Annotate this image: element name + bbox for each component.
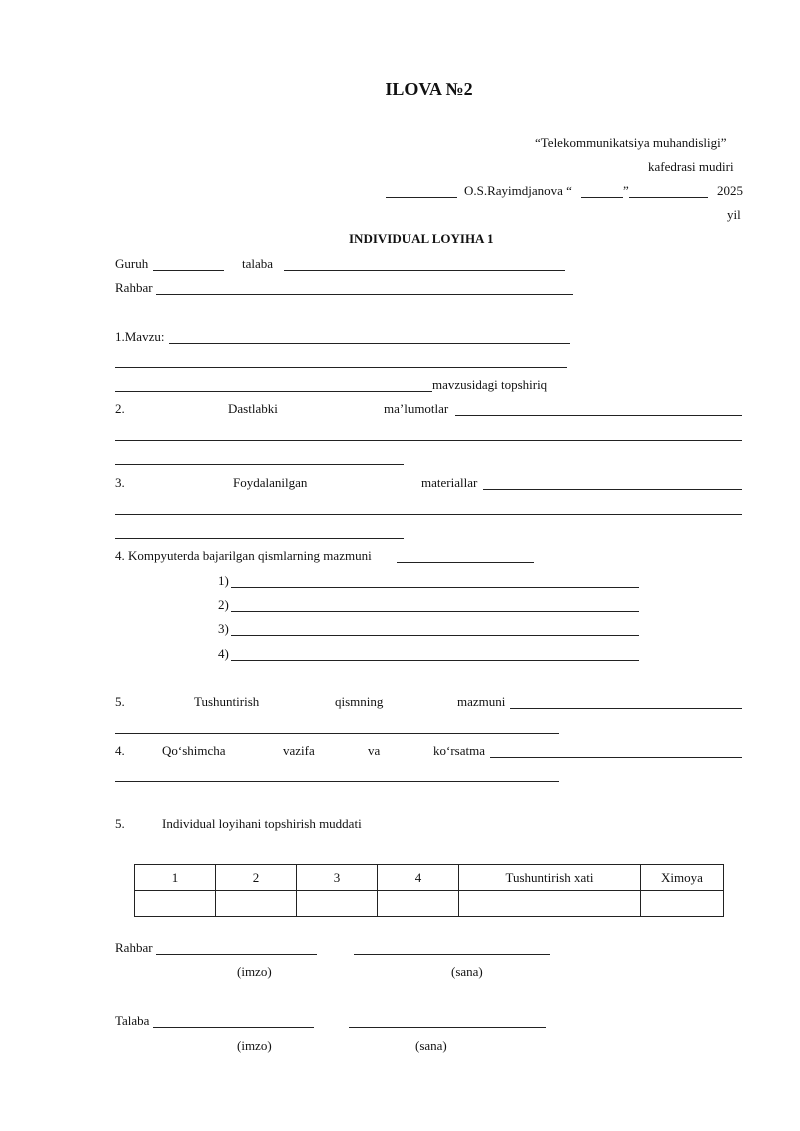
approval-day-line: [581, 197, 623, 198]
supervisor-label: Rahbar: [115, 280, 153, 295]
supervisor-sign-caption: (imzo): [237, 964, 272, 979]
year-suffix: yil: [727, 207, 741, 222]
supervisor-date-caption: (sana): [451, 964, 483, 979]
item2-word1: Dastlabki: [228, 401, 278, 416]
item5-word2: qismning: [335, 694, 384, 709]
item6-line-1: [490, 757, 742, 758]
item2-number: 2.: [115, 401, 125, 416]
schedule-entry-cell[interactable]: [378, 891, 459, 917]
subitem-2-label: 2): [218, 597, 229, 612]
item3-line-3: [115, 538, 404, 539]
department-name: “Telekommunikatsiya muhandisligi”: [535, 135, 727, 150]
document-title: ILOVA №2: [385, 79, 473, 99]
topic-suffix: mavzusidagi topshiriq: [432, 377, 548, 392]
item2-line-3: [115, 464, 404, 465]
approval-month-line: [629, 197, 708, 198]
item4-line: [397, 562, 534, 563]
item7-number: 5.: [115, 816, 125, 831]
schedule-header-cell: 2: [216, 865, 297, 891]
quote-close: ”: [623, 183, 629, 198]
student-sign-label: Talaba: [115, 1013, 150, 1028]
subitem-3-line: [231, 635, 639, 636]
schedule-header-cell: 4: [378, 865, 459, 891]
group-field-line: [153, 270, 224, 271]
student-sign-caption: (imzo): [237, 1038, 272, 1053]
schedule-entry-cell[interactable]: [216, 891, 297, 917]
schedule-header-cell: Tushuntirish xati: [459, 865, 641, 891]
item6-word4: ko‘rsatma: [433, 743, 485, 758]
subitem-2-line: [231, 611, 639, 612]
student-sign-line: [153, 1027, 314, 1028]
subitem-3-label: 3): [218, 621, 229, 636]
schedule-entry-row: [135, 891, 724, 917]
supervisor-sign-line: [156, 954, 317, 955]
supervisor-field-line: [156, 294, 573, 295]
item6-word1: Qo‘shimcha: [162, 743, 226, 758]
item2-line-2: [115, 440, 742, 441]
form-heading: INDIVIDUAL LOYIHA 1: [349, 231, 494, 246]
item3-word2: materiallar: [421, 475, 478, 490]
subitem-4-label: 4): [218, 646, 229, 661]
schedule-entry-cell[interactable]: [459, 891, 641, 917]
item4-label: 4. Kompyuterda bajarilgan qismlarning mazmuni: [115, 548, 372, 563]
item5-line-2: [115, 733, 559, 734]
student-date-caption: (sana): [415, 1038, 447, 1053]
schedule-table: [134, 864, 724, 917]
item2-word2: ma’lumotlar: [384, 401, 449, 416]
item2-line-1: [455, 415, 742, 416]
schedule-entry-cell[interactable]: [297, 891, 378, 917]
approval-year: 2025: [717, 183, 743, 198]
schedule-entry-cell[interactable]: [135, 891, 216, 917]
approver-signature-line: [386, 197, 457, 198]
item5-line-1: [510, 708, 742, 709]
schedule-header-cell: Ximoya: [641, 865, 724, 891]
supervisor-date-line: [354, 954, 550, 955]
student-date-line: [349, 1027, 546, 1028]
item6-number: 4.: [115, 743, 125, 758]
item6-line-2: [115, 781, 559, 782]
item5-word1: Tushuntirish: [194, 694, 260, 709]
item5-word3: mazmuni: [457, 694, 506, 709]
supervisor-sign-label: Rahbar: [115, 940, 153, 955]
item5-number: 5.: [115, 694, 125, 709]
schedule-header-cell: 1: [135, 865, 216, 891]
item3-word1: Foydalanilgan: [233, 475, 308, 490]
topic-line-3: [115, 391, 432, 392]
subitem-4-line: [231, 660, 639, 661]
item3-line-2: [115, 514, 742, 515]
topic-line-2: [115, 367, 567, 368]
item6-word3: va: [368, 743, 381, 758]
schedule-header-row: [135, 865, 724, 891]
topic-line-1: [169, 343, 570, 344]
topic-label: 1.Mavzu:: [115, 329, 165, 344]
student-field-line: [284, 270, 565, 271]
subitem-1-line: [231, 587, 639, 588]
item3-number: 3.: [115, 475, 125, 490]
department-head-title: kafedrasi mudiri: [648, 159, 734, 174]
item7-text: Individual loyihani topshirish muddati: [162, 816, 362, 831]
student-label: talaba: [242, 256, 274, 271]
item6-word2: vazifa: [283, 743, 315, 758]
item3-line-1: [483, 489, 742, 490]
group-label: Guruh: [115, 256, 149, 271]
subitem-1-label: 1): [218, 573, 229, 588]
approver-name: O.S.Rayimdjanova “: [464, 183, 572, 198]
schedule-entry-cell[interactable]: [641, 891, 724, 917]
schedule-header-cell: 3: [297, 865, 378, 891]
